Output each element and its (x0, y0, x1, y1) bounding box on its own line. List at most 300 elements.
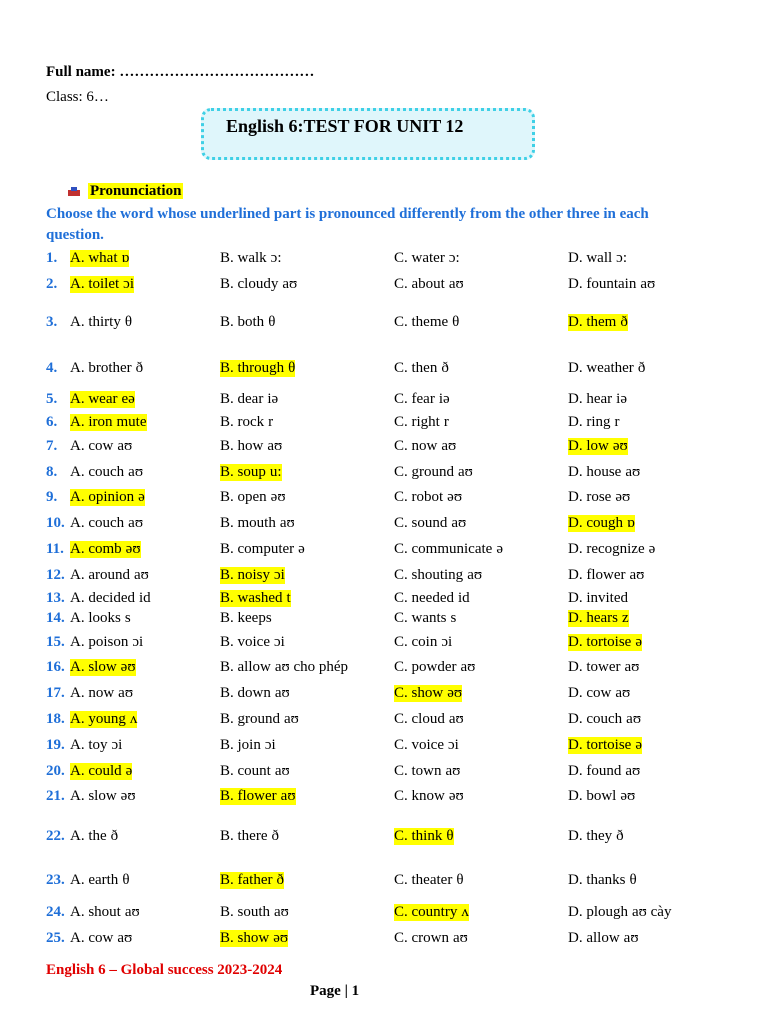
option-word: C. communicate (394, 541, 493, 557)
option (220, 763, 290, 780)
section-heading (68, 183, 183, 200)
phonetic-note: aʊ (117, 930, 133, 946)
option-word: A. shout (70, 904, 121, 920)
question-number: 24. (46, 904, 65, 920)
option (394, 737, 459, 754)
option (220, 872, 284, 889)
option (220, 737, 276, 754)
question-number: 3. (46, 314, 58, 330)
question-row (46, 276, 726, 298)
phonetic-note: θ (288, 360, 296, 376)
option-word: D. wall (568, 250, 613, 266)
phonetic-note: əʊ (447, 685, 463, 701)
option (568, 541, 655, 558)
option-word: B. show (220, 930, 270, 946)
option-word: B. rock (220, 414, 265, 430)
phonetic-note: ɔi (448, 737, 459, 753)
phonetic-note: ɔi (441, 634, 453, 650)
option-word: C. country (394, 904, 458, 920)
phonetic-note: id (457, 590, 470, 606)
option (70, 414, 147, 431)
phonetic-note: ɔi (132, 634, 144, 650)
question-number: 1. (46, 250, 58, 266)
option (220, 610, 276, 627)
phonetic-note: aʊ (624, 659, 640, 675)
option-word: B. count (220, 763, 271, 779)
option (220, 360, 295, 377)
phonetic-note: aʊ (124, 904, 140, 920)
option-word: A. wear (70, 391, 118, 407)
option (70, 685, 133, 702)
option (568, 872, 637, 889)
option (394, 590, 470, 607)
option (220, 414, 273, 431)
option (70, 590, 151, 607)
section-label: Pronunciation (90, 183, 182, 199)
phonetic-note: aʊ (117, 438, 133, 454)
question-row (46, 711, 726, 733)
question-row (46, 314, 726, 336)
option (568, 828, 624, 845)
option-word: B. flower (220, 788, 277, 804)
question-row (46, 590, 726, 612)
question-number: 5. (46, 391, 58, 407)
question-number: 11. (46, 541, 64, 557)
phonetic-note: θ (629, 872, 637, 888)
option-word: B. soup (220, 464, 266, 480)
question-number: 18. (46, 711, 65, 727)
option-word: C. coin (394, 634, 438, 650)
phonetic-note: aʊ (279, 515, 295, 531)
option-word: D. hear (568, 391, 613, 407)
phonetic-note: ʌ (129, 711, 138, 727)
option (220, 489, 286, 506)
phonetic-note: ɒ (121, 250, 130, 266)
option-word: C. needed (394, 590, 454, 606)
question-number: 16. (46, 659, 65, 675)
question-row (46, 930, 726, 952)
phonetic-note: iə (438, 391, 450, 407)
option-word: D. couch (568, 711, 623, 727)
option (70, 711, 137, 728)
option (70, 515, 143, 532)
class-label: Class: 6… (46, 89, 109, 105)
option-word: D. fountain (568, 276, 637, 292)
option (394, 872, 464, 889)
phonetic-note: aʊ (640, 276, 656, 292)
page-title: English 6:TEST FOR UNIT 12 (226, 116, 464, 136)
page-number: Page | 1 (310, 983, 360, 999)
phonetic-note: ə (648, 541, 656, 557)
option (220, 930, 288, 947)
phonetic-note: əʊ (620, 788, 636, 804)
option-word: B. father (220, 872, 273, 888)
phonetic-note: əʊ (615, 489, 631, 505)
phonetic-note: aʊ (134, 567, 149, 583)
question-number: 17. (46, 685, 65, 701)
option (394, 659, 475, 676)
phonetic-note: id (138, 590, 151, 606)
option (70, 360, 143, 377)
option (70, 904, 140, 921)
option (568, 464, 640, 481)
phonetic-note: aʊ (128, 464, 144, 480)
question-number: 19. (46, 737, 65, 753)
option-word: D. tortoise (568, 737, 632, 753)
option-word: C. show (394, 685, 444, 701)
question-row (46, 541, 726, 563)
option (394, 685, 462, 702)
option (568, 250, 627, 267)
option (220, 250, 282, 267)
phonetic-note: aʊ cho phép (274, 659, 349, 675)
question-row (46, 438, 726, 460)
option (70, 737, 122, 754)
option-word: A. couch (70, 515, 125, 531)
option-word: A. thirty (70, 314, 121, 330)
option-word: C. robot (394, 489, 444, 505)
phonetic-note: ə (496, 541, 503, 557)
option (568, 360, 645, 377)
option (568, 391, 627, 408)
phonetic-note: ʌ (461, 904, 469, 920)
option (70, 250, 129, 267)
option-word: C. now (394, 438, 438, 454)
phonetic-note: s (450, 610, 457, 626)
option-word: C. theme (394, 314, 449, 330)
option (220, 391, 278, 408)
option-word: A. cow (70, 438, 114, 454)
option-word: B. dear (220, 391, 264, 407)
option (394, 904, 469, 921)
phonetic-note: θ (124, 314, 133, 330)
option (70, 828, 118, 845)
phonetic-note: əʊ (273, 930, 289, 946)
full-name-label: Full name: ………………………………… (46, 64, 315, 80)
question-number: 10. (46, 515, 65, 531)
option (220, 438, 282, 455)
phonetic-note: θ (446, 828, 454, 844)
question-row (46, 414, 726, 436)
question-row (46, 904, 726, 926)
option (220, 567, 285, 584)
question-number: 13. (46, 590, 65, 606)
option (220, 515, 295, 532)
option (220, 314, 275, 331)
option (394, 360, 449, 377)
option (70, 610, 131, 627)
option (568, 737, 642, 754)
phonetic-note: ð (135, 360, 144, 376)
option-word: D. hears (568, 610, 618, 626)
option (568, 685, 630, 702)
phonetic-note: əʊ (448, 788, 464, 804)
option-word: C. town (394, 763, 442, 779)
option-word: A. comb (70, 541, 122, 557)
option-word: D. thanks (568, 872, 626, 888)
phonetic-note: u: (269, 464, 282, 480)
phonetic-note: aʊ (284, 711, 299, 727)
option (568, 788, 635, 805)
option-word: B. both (220, 314, 265, 330)
option-word: A. iron (70, 414, 113, 430)
option-word: A. looks (70, 610, 121, 626)
option (568, 567, 644, 584)
question-number: 25. (46, 930, 65, 946)
option-word: A. toilet (70, 276, 120, 292)
question-row (46, 489, 726, 511)
option (394, 567, 482, 584)
phonetic-note: ð (276, 872, 284, 888)
option (394, 930, 468, 947)
option-word: C. about (394, 276, 445, 292)
phonetic-note: ɔ: (270, 250, 282, 266)
phonetic-note: r (614, 414, 620, 430)
question-number: 14. (46, 610, 65, 626)
phonetic-note: ð (620, 314, 628, 330)
option (394, 414, 449, 431)
option-word: C. theater (394, 872, 453, 888)
question-number: 12. (46, 567, 65, 583)
question-row (46, 250, 726, 272)
question-row (46, 610, 726, 632)
option (394, 438, 456, 455)
phonetic-note: ð (110, 828, 119, 844)
phonetic-note: ɒ (627, 515, 635, 531)
option (220, 634, 285, 651)
phonetic-note: aʊ (274, 685, 290, 701)
option-word: A. slow (70, 788, 117, 804)
question-row (46, 391, 726, 413)
option (568, 314, 628, 331)
option (70, 634, 143, 651)
option (568, 711, 641, 728)
option-word: D. bowl (568, 788, 617, 804)
phonetic-note: əʊ (120, 788, 136, 804)
option-word: C. cloud (394, 711, 445, 727)
option (568, 438, 628, 455)
option-word: A. couch (70, 464, 125, 480)
option-word: C. think (394, 828, 443, 844)
question-number: 20. (46, 763, 65, 779)
option (568, 276, 655, 293)
phonetic-note: ə (125, 763, 133, 779)
phonetic-note: aʊ (460, 659, 476, 675)
phonetic-note: aʊ (274, 763, 290, 779)
option-word: A. slow (70, 659, 117, 675)
option-word: A. decided (70, 590, 135, 606)
phonetic-note: əʊ (447, 489, 463, 505)
phonetic-note: aʊ (623, 930, 639, 946)
option-word: B. allow (220, 659, 271, 675)
phonetic-note: ɔ: (448, 250, 460, 266)
option-word: C. crown (394, 930, 449, 946)
option (70, 567, 149, 584)
option (394, 489, 462, 506)
phonetic-note: z (621, 610, 629, 626)
phonetic-note: əʊ (270, 489, 286, 505)
question-row (46, 659, 726, 681)
option (220, 711, 299, 728)
phonetic-note: aʊ (280, 788, 296, 804)
option-word: B. how (220, 438, 264, 454)
phonetic-note: aʊ (128, 515, 144, 531)
option-word: A. what (70, 250, 118, 266)
option (394, 541, 503, 558)
option-word: B. keeps (220, 610, 272, 626)
option-word: A. opinion (70, 489, 135, 505)
option (70, 763, 132, 780)
option (568, 515, 635, 532)
option (394, 610, 456, 627)
phonetic-note: ɔi (274, 567, 285, 583)
option (70, 464, 143, 481)
option (220, 828, 279, 845)
option (70, 541, 141, 558)
option-word: C. wants (394, 610, 447, 626)
question-number: 21. (46, 788, 65, 804)
option-word: D. invited (568, 590, 628, 606)
phonetic-note: aʊ (458, 464, 473, 480)
option-word: D. recognize (568, 541, 645, 557)
phonetic-note: ð (616, 828, 624, 844)
phonetic-note: ə (635, 737, 642, 753)
phonetic-note: aʊ (448, 276, 464, 292)
instructions: Choose the word whose underlined part is pronounced differently from the other three in each question. (46, 206, 649, 243)
option-word: B. open (220, 489, 267, 505)
option (568, 414, 620, 431)
option-word: D. found (568, 763, 622, 779)
option-word: C. voice (394, 737, 444, 753)
phonetic-note: θ (452, 314, 460, 330)
option (220, 276, 297, 293)
option-word: D. low (568, 438, 609, 454)
phonetic-note: s (124, 610, 131, 626)
option (394, 276, 464, 293)
question-number: 23. (46, 872, 65, 888)
phonetic-note: aʊ (448, 711, 464, 727)
option-word: B. join (220, 737, 261, 753)
phonetic-note: ɔi (123, 276, 134, 292)
option-word: A. poison (70, 634, 129, 650)
option-word: B. voice (220, 634, 270, 650)
option-word: A. cow (70, 930, 114, 946)
option-word: B. computer (220, 541, 295, 557)
question-row (46, 685, 726, 707)
option (220, 541, 305, 558)
option-word: C. ground (394, 464, 454, 480)
option (394, 391, 450, 408)
option-word: C. water (394, 250, 445, 266)
question-number: 15. (46, 634, 65, 650)
option-word: D. them (568, 314, 617, 330)
question-row (46, 567, 726, 589)
phonetic-note: t (286, 590, 291, 606)
question-number: 2. (46, 276, 58, 292)
phonetic-note: aʊ (274, 904, 289, 920)
option-word: C. then (394, 360, 438, 376)
question-row (46, 763, 726, 785)
question-row (46, 828, 726, 850)
phonetic-note: ɔ: (616, 250, 627, 266)
question-row (46, 737, 726, 759)
option-word: B. through (220, 360, 285, 376)
option (220, 464, 282, 481)
option (70, 438, 132, 455)
phonetic-note: θ (268, 314, 276, 330)
question-number: 9. (46, 489, 58, 505)
phonetic-note: iə (267, 391, 279, 407)
option-word: A. young (70, 711, 126, 727)
phonetic-note: ɔi (274, 634, 285, 650)
option (568, 489, 630, 506)
option (70, 489, 145, 506)
option-word: D. ring (568, 414, 611, 430)
option (394, 515, 466, 532)
option (568, 590, 632, 607)
option-word: A. toy (70, 737, 108, 753)
option-word: B. ground (220, 711, 280, 727)
phonetic-note: aʊ (441, 438, 457, 454)
phonetic-note: aʊ (626, 711, 642, 727)
phonetic-note: əʊ (120, 659, 136, 675)
phonetic-note: aʊ (267, 438, 283, 454)
option-word: B. down (220, 685, 271, 701)
option-word: A. the (70, 828, 107, 844)
option-word: D. cow (568, 685, 612, 701)
phonetic-note: aʊ (629, 567, 645, 583)
option (394, 314, 459, 331)
phonetic-note: aʊ (625, 464, 641, 480)
question-row (46, 788, 726, 810)
option-word: B. mouth (220, 515, 276, 531)
phonetic-note: əʊ (612, 438, 628, 454)
option-word: B. washed (220, 590, 283, 606)
option-word: B. south (220, 904, 271, 920)
option-word: C. right (394, 414, 440, 430)
option (70, 391, 135, 408)
option-word: C. fear (394, 391, 435, 407)
question-number: 8. (46, 464, 58, 480)
option-word: C. powder (394, 659, 457, 675)
phonetic-note: aʊ (451, 515, 467, 531)
option-word: D. cough (568, 515, 623, 531)
phonetic-note: ə (138, 489, 145, 505)
question-row (46, 360, 726, 382)
question-row (46, 634, 726, 656)
option-word: D. allow (568, 930, 620, 946)
question-number: 22. (46, 828, 65, 844)
phonetic-note: aʊ (282, 276, 298, 292)
question-number: 7. (46, 438, 58, 454)
option (220, 590, 291, 607)
option (394, 788, 464, 805)
phonetic-note: r (443, 414, 449, 430)
phonetic-note: r (268, 414, 274, 430)
option (70, 276, 134, 293)
question-row (46, 464, 726, 486)
footer-text: English 6 – Global success 2023-2024 (46, 962, 283, 978)
phonetic-note: əʊ (125, 541, 141, 557)
option (568, 659, 639, 676)
option-word: B. noisy (220, 567, 271, 583)
phonetic-note: ə (635, 634, 642, 650)
option (220, 659, 348, 676)
option (394, 464, 473, 481)
phonetic-note: ð (271, 828, 279, 844)
flag-icon (68, 187, 82, 197)
option-word: D. plough (568, 904, 628, 920)
